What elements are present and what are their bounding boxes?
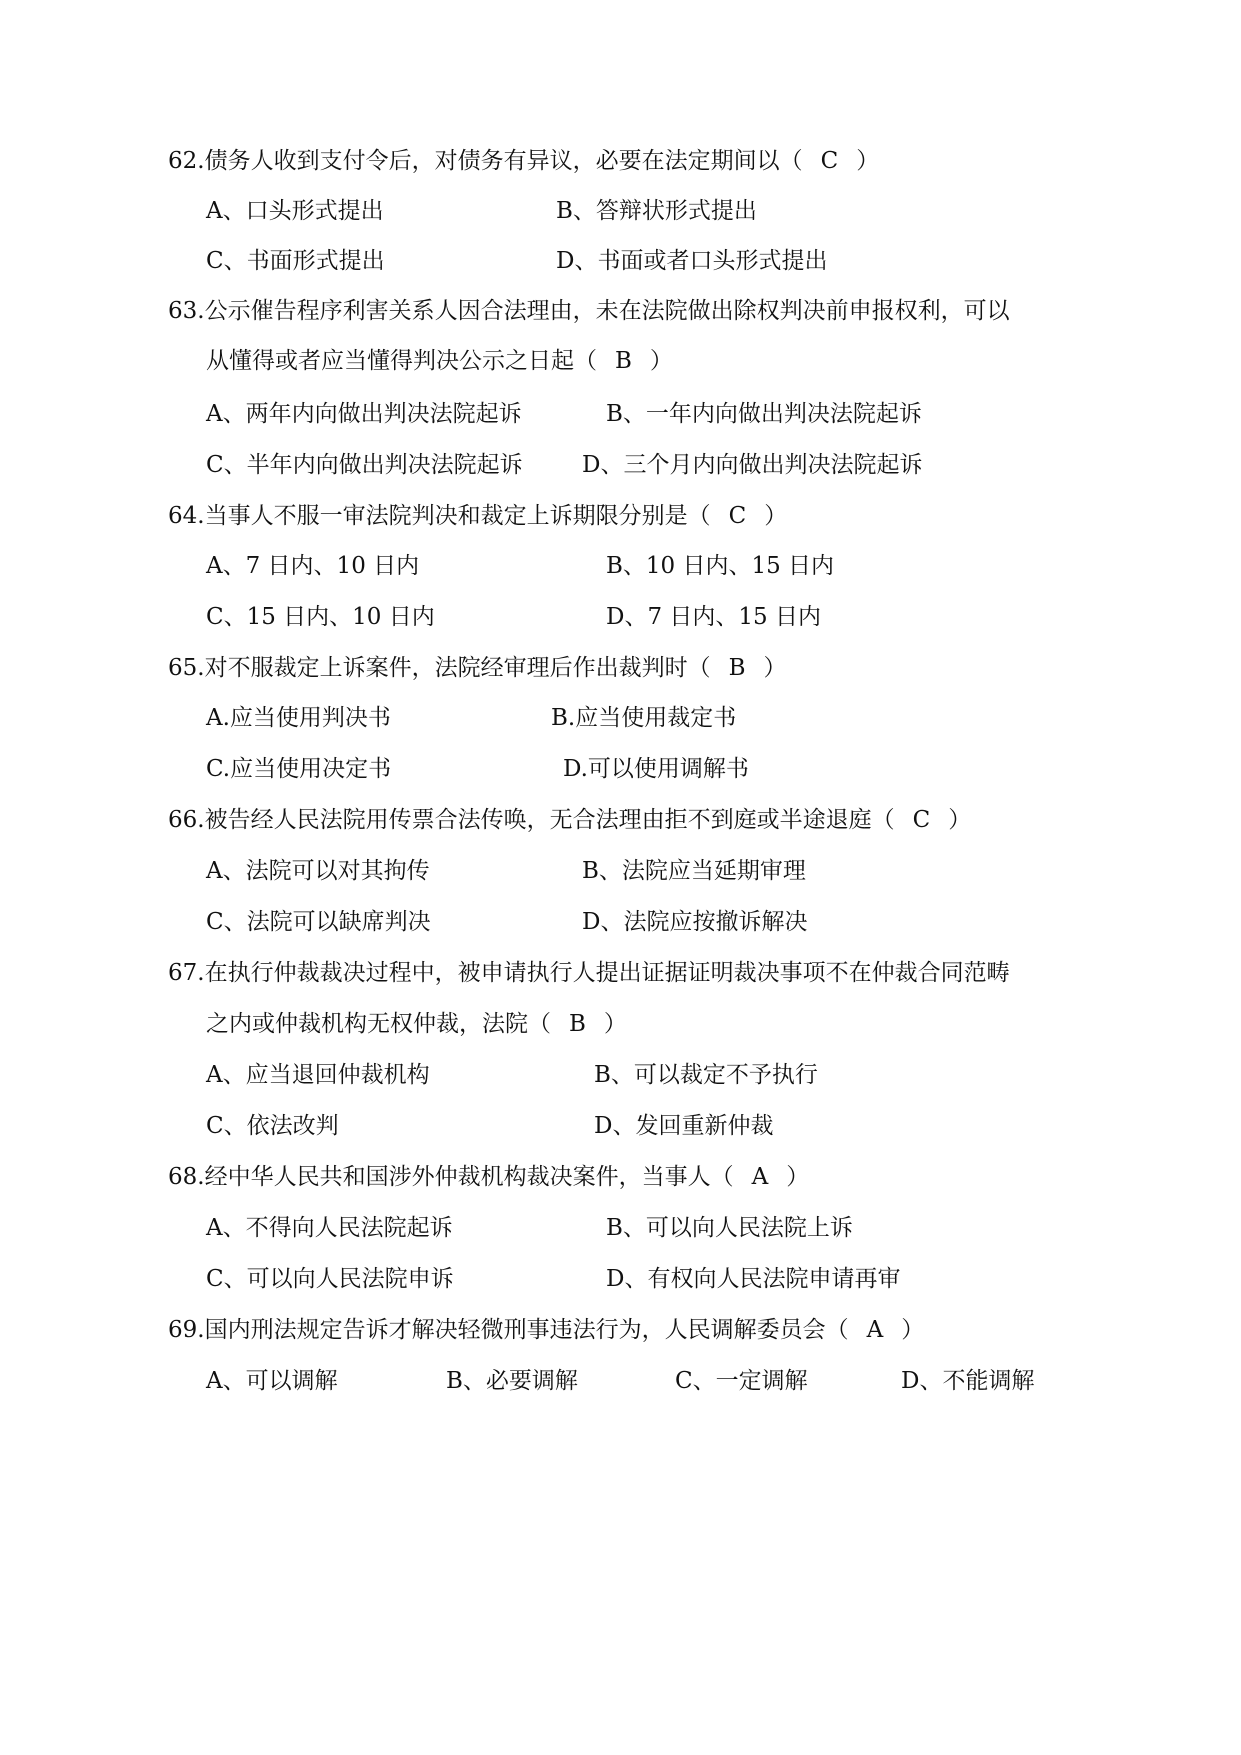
option-d: D、有权向人民法院申请再审 [606, 1266, 901, 1292]
question-stem: 被告经人民法院用传票合法传唤，无合法理由拒不到庭或半途退庭（ [204, 807, 895, 833]
close-paren: ） [649, 348, 673, 374]
close-paren: ） [603, 1011, 627, 1037]
option-a: A、法院可以对其拘传 [206, 858, 430, 884]
question-number: 69. [168, 1317, 205, 1343]
question-67-continuation [206, 1008, 627, 1040]
close-paren: ） [856, 148, 880, 174]
option-c: C、可以向人民法院申诉 [206, 1266, 454, 1292]
option-a: A、应当退回仲裁机构 [206, 1062, 430, 1088]
question-stem: 国内刑法规定告诉才解决轻微刑事违法行为，人民调解委员会（ [204, 1317, 849, 1343]
option-a: A、不得向人民法院起诉 [206, 1215, 453, 1241]
answer-letter: A [751, 1164, 769, 1190]
option-c: C、半年内向做出判决法院起诉 [206, 452, 523, 478]
question-number: 68. [168, 1164, 205, 1190]
option-d: D、7 日内、15 日内 [606, 604, 821, 630]
answer-letter: B [728, 655, 746, 681]
question-67 [168, 957, 1010, 989]
question-63-continuation [206, 345, 673, 377]
question-number: 67. [168, 960, 205, 986]
option-b: B、可以向人民法院上诉 [606, 1215, 853, 1241]
option-a: A、两年内向做出判决法院起诉 [206, 401, 522, 427]
answer-letter: B [569, 1011, 586, 1037]
option-b: B、必要调解 [446, 1368, 578, 1394]
question-stem: 在执行仲裁裁决过程中，被申请执行人提出证据证明裁决事项不在仲裁合同范畴 [204, 960, 1010, 986]
question-number: 63. [168, 298, 205, 324]
option-c: C、一定调解 [675, 1368, 808, 1394]
question-stem-continued: 之内或仲裁机构无权仲裁，法院（ [206, 1011, 551, 1037]
question-63 [168, 295, 1010, 327]
answer-letter: B [615, 348, 632, 374]
close-paren: ） [948, 807, 972, 833]
option-b: B、答辩状形式提出 [556, 198, 757, 224]
question-stem: 公示催告程序利害关系人因合法理由，未在法院做出除权判决前申报权利，可以 [204, 298, 1010, 324]
option-d: D、三个月内向做出判决法院起诉 [582, 452, 923, 478]
question-64 [168, 500, 787, 532]
question-stem-continued: 从懂得或者应当懂得判决公示之日起（ [206, 348, 597, 374]
question-62 [168, 145, 879, 177]
option-b: B、一年内向做出判决法院起诉 [606, 401, 922, 427]
answer-letter: A [866, 1317, 884, 1343]
option-c: C、15 日内、10 日内 [206, 604, 435, 630]
question-stem: 债务人收到支付令后，对债务有异议，必要在法定期间以（ [204, 148, 803, 174]
question-69 [168, 1314, 924, 1346]
question-number: 62. [168, 148, 205, 174]
question-stem: 当事人不服一审法院判决和裁定上诉期限分别是（ [204, 503, 711, 529]
option-d: D.可以使用调解书 [563, 756, 749, 782]
question-68 [168, 1161, 809, 1193]
answer-letter: C [912, 807, 931, 833]
option-a: A、可以调解 [206, 1368, 338, 1394]
option-c: C、书面形式提出 [206, 248, 385, 274]
question-65 [168, 652, 786, 684]
option-c: C、法院可以缺席判决 [206, 909, 431, 935]
option-b: B、可以裁定不予执行 [594, 1062, 818, 1088]
option-d: D、发回重新仲裁 [594, 1113, 774, 1139]
option-b: B、法院应当延期审理 [582, 858, 806, 884]
answer-letter: C [728, 503, 747, 529]
option-c: C、依法改判 [206, 1113, 339, 1139]
question-stem: 经中华人民共和国涉外仲裁机构裁决案件，当事人（ [204, 1164, 734, 1190]
question-number: 64. [168, 503, 205, 529]
answer-letter: C [820, 148, 839, 174]
option-b: B.应当使用裁定书 [551, 705, 737, 731]
question-number: 65. [168, 655, 205, 681]
question-number: 66. [168, 807, 205, 833]
option-c: C.应当使用决定书 [206, 756, 392, 782]
question-stem: 对不服裁定上诉案件，法院经审理后作出裁判时（ [204, 655, 711, 681]
close-paren: ） [901, 1317, 925, 1343]
option-a: A、7 日内、10 日内 [206, 553, 420, 579]
option-d: D、法院应按撤诉解决 [582, 909, 808, 935]
option-d: D、书面或者口头形式提出 [556, 248, 828, 274]
close-paren: ） [763, 655, 787, 681]
option-a: A、口头形式提出 [206, 198, 384, 224]
option-a: A.应当使用判决书 [206, 705, 391, 731]
option-b: B、10 日内、15 日内 [606, 553, 835, 579]
close-paren: ） [764, 503, 788, 529]
close-paren: ） [786, 1164, 810, 1190]
question-66 [168, 804, 971, 836]
option-d: D、不能调解 [901, 1368, 1035, 1394]
